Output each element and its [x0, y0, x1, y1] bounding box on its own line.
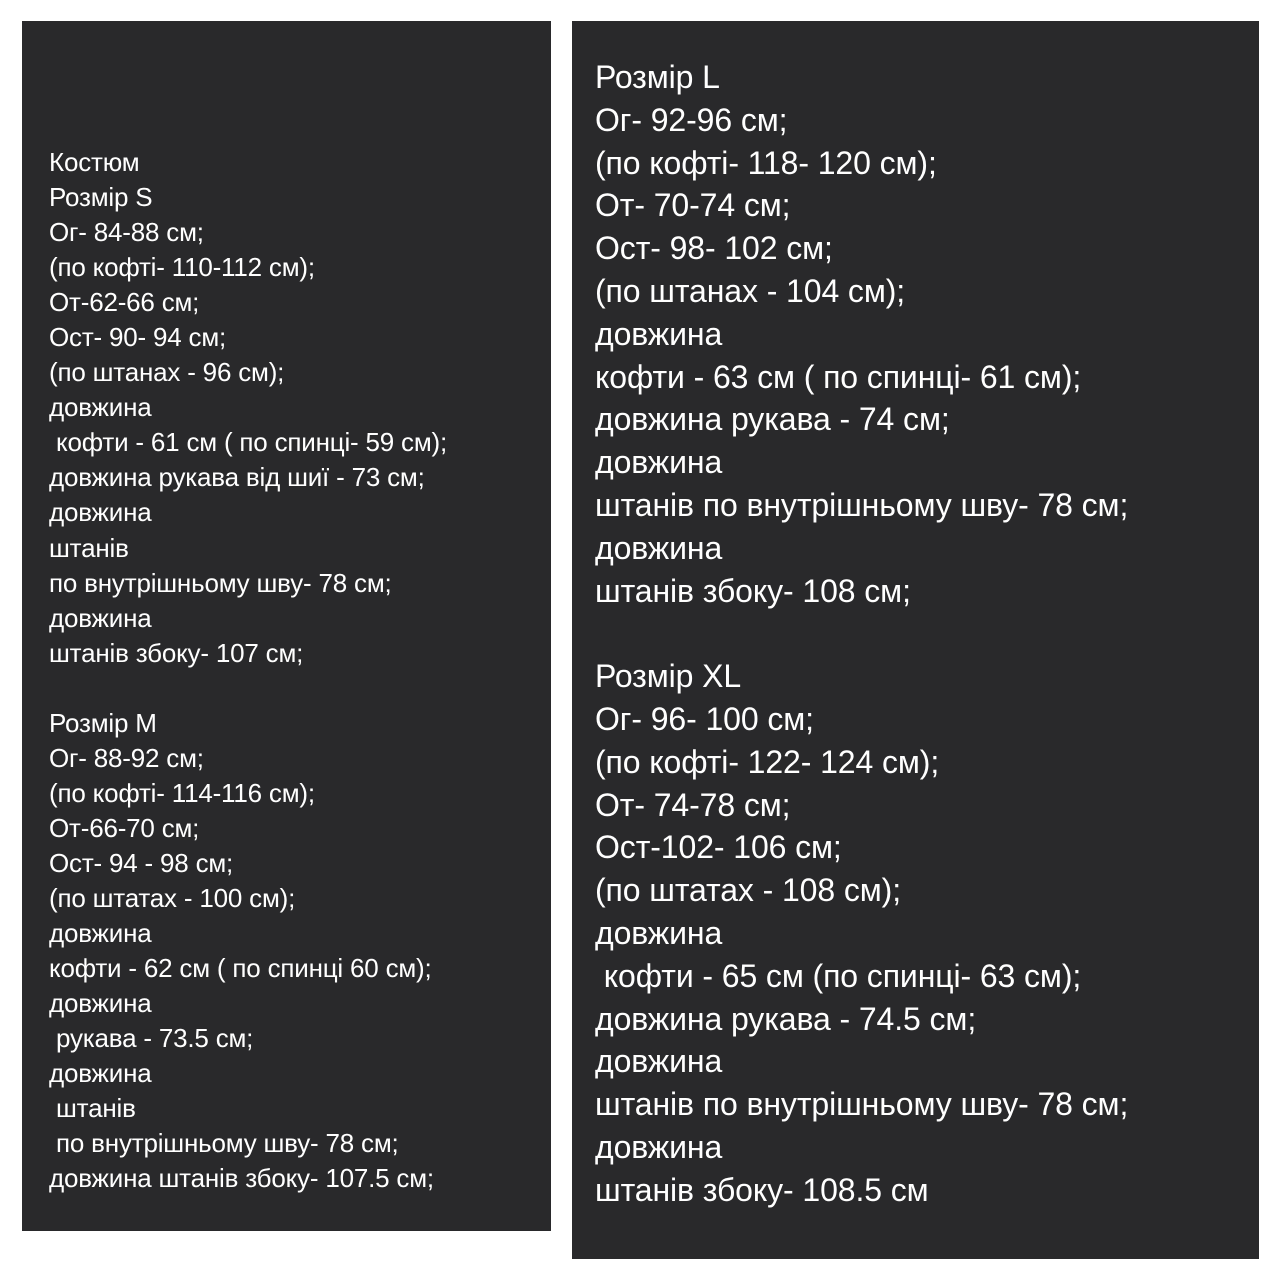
- text-line: штанів по внутрішньому шву- 78 см;: [595, 486, 1129, 523]
- text-line: штанів: [49, 1093, 136, 1124]
- size-chart-text-left: [49, 145, 447, 1196]
- text-line: Ост- 94 - 98 см;: [49, 847, 234, 878]
- text-line: Розмір M: [49, 707, 157, 738]
- text-line: довжина: [595, 315, 723, 352]
- blank-line: [595, 612, 1128, 655]
- text-line: довжина: [595, 1128, 723, 1165]
- text-line: по внутрішньому шву- 78 см;: [49, 1128, 399, 1159]
- text-line: довжина: [49, 602, 152, 633]
- text-line: Розмір S: [49, 182, 153, 213]
- text-line: От-62-66 см;: [49, 287, 200, 318]
- text-line: довжина: [595, 529, 723, 566]
- text-line: Ост-102- 106 см;: [595, 829, 842, 866]
- text-line: рукава - 73.5 см;: [49, 1023, 254, 1054]
- text-line: штанів збоку- 108 см;: [595, 572, 911, 609]
- text-line: довжина: [49, 392, 152, 423]
- text-line: штанів збоку- 108.5 см: [595, 1171, 929, 1208]
- text-line: штанів по внутрішньому шву- 78 см;: [595, 1086, 1129, 1123]
- text-line: (по кофті- 118- 120 см);: [595, 144, 937, 181]
- text-line: Розмір XL: [595, 658, 742, 695]
- text-line: (по штатах - 108 см);: [595, 872, 901, 909]
- blank-line: [49, 671, 447, 706]
- text-line: довжина рукава - 74.5 см;: [595, 1000, 977, 1037]
- text-line: (по штатах - 100 см);: [49, 882, 296, 913]
- text-line: довжина: [595, 1043, 723, 1080]
- text-line: От- 74-78 см;: [595, 786, 791, 823]
- text-line: Ост- 90- 94 см;: [49, 322, 227, 353]
- text-line: довжина: [49, 918, 152, 949]
- text-line: кофти - 63 см ( по спинці- 61 см);: [595, 358, 1082, 395]
- text-line: (по штанах - 96 см);: [49, 357, 285, 388]
- text-line: по внутрішньому шву- 78 см;: [49, 567, 392, 598]
- text-line: От- 70-74 см;: [595, 187, 791, 224]
- text-line: Ог- 88-92 см;: [49, 742, 204, 773]
- text-line: (по кофті- 122- 124 см);: [595, 743, 940, 780]
- text-line: (по штанах - 104 см);: [595, 272, 906, 309]
- text-line: (по кофті- 114-116 см);: [49, 777, 315, 808]
- text-line: кофти - 61 см ( по спинці- 59 см);: [49, 427, 448, 458]
- size-chart-panel-left: [22, 21, 551, 1231]
- text-line: Розмір L: [595, 59, 720, 95]
- text-line: довжина рукава від шиї - 73 см;: [49, 462, 425, 493]
- text-line: (по кофті- 110-112 см);: [49, 252, 315, 283]
- text-line: довжина: [49, 1058, 152, 1089]
- text-line: Костюм: [49, 147, 140, 177]
- text-line: кофти - 65 см (по спинці- 63 см);: [595, 957, 1082, 994]
- text-line: довжина: [595, 444, 723, 481]
- text-line: довжина: [595, 914, 723, 951]
- text-line: Ог- 92-96 см;: [595, 101, 788, 138]
- size-chart-text-right: [595, 56, 1128, 1212]
- text-line: штанів збоку- 107 см;: [49, 637, 304, 668]
- text-line: Ог- 96- 100 см;: [595, 700, 814, 737]
- text-line: довжина рукава - 74 см;: [595, 401, 950, 438]
- text-line: кофти - 62 см ( по спинці 60 см);: [49, 953, 432, 984]
- text-line: штанів: [49, 532, 129, 563]
- text-line: От-66-70 см;: [49, 812, 200, 843]
- text-line: Ост- 98- 102 см;: [595, 230, 833, 267]
- text-line: Ог- 84-88 см;: [49, 217, 204, 248]
- text-line: довжина: [49, 497, 152, 528]
- text-line: довжина: [49, 988, 152, 1019]
- text-line: довжина штанів збоку- 107.5 см;: [49, 1163, 434, 1194]
- size-chart-panel-right: [572, 21, 1259, 1259]
